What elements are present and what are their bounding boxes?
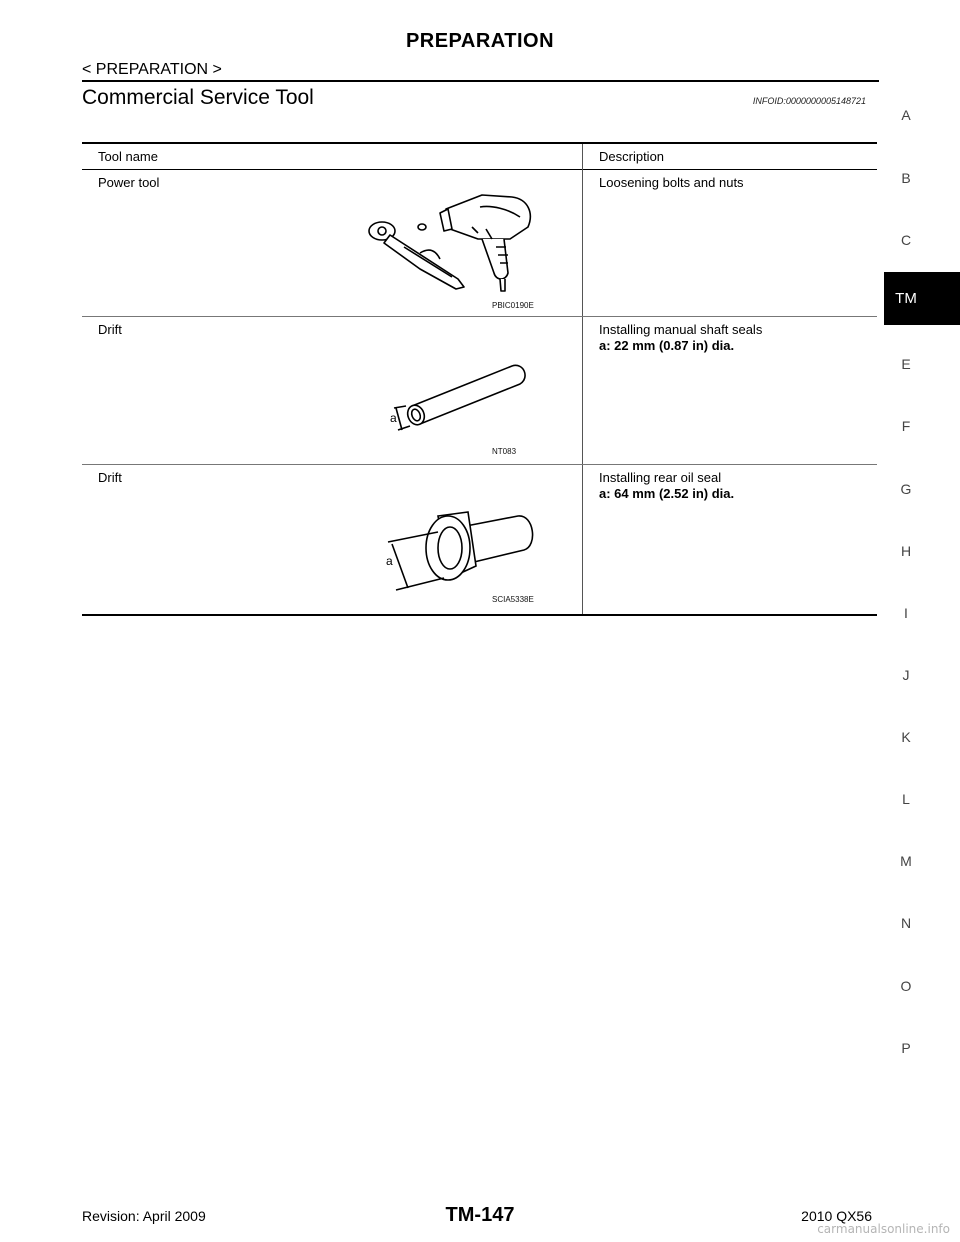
dimension-text: a: 64 mm (2.52 in) dia.: [599, 486, 735, 501]
figure-label: a: [386, 554, 393, 568]
side-index-item[interactable]: A: [901, 107, 911, 123]
side-index-item[interactable]: N: [900, 915, 912, 931]
description-text: Loosening bolts and nuts: [599, 175, 744, 190]
drift-pipe-icon: [382, 356, 542, 436]
table-row: [82, 169, 877, 317]
side-index-item[interactable]: F: [901, 418, 911, 434]
tool-description: [599, 322, 762, 354]
side-index-item[interactable]: L: [902, 791, 910, 807]
header-rule: [82, 80, 879, 82]
table-row: [82, 316, 877, 465]
figure-code: PBIC0190E: [492, 301, 534, 310]
header-description: Description: [599, 149, 665, 164]
info-id: INFOID:0000000005148721: [752, 96, 866, 106]
description-text: Installing manual shaft seals: [599, 322, 763, 337]
breadcrumb: < PREPARATION >: [82, 61, 222, 78]
section-title: Commercial Service Tool: [82, 86, 314, 109]
tool-table: [82, 142, 877, 616]
tool-name: Power tool: [98, 175, 160, 190]
side-index-item[interactable]: J: [902, 667, 910, 683]
power-tool-icon: [360, 187, 550, 295]
side-index-item[interactable]: H: [900, 543, 912, 559]
tool-description: [599, 175, 744, 191]
side-index-item[interactable]: M: [900, 853, 912, 869]
page-title: PREPARATION: [405, 30, 555, 52]
table-row: [82, 464, 877, 612]
side-index-active-tab[interactable]: TM: [884, 272, 960, 325]
side-index-item[interactable]: P: [901, 1040, 911, 1056]
side-index-item[interactable]: B: [901, 170, 911, 186]
footer-model: 2010 QX56: [801, 1208, 872, 1224]
figure-code: NT083: [492, 447, 517, 456]
tool-name: Drift: [98, 322, 122, 337]
side-index-item[interactable]: O: [900, 978, 912, 994]
figure-label: a: [390, 411, 397, 425]
dimension-text: a: 22 mm (0.87 in) dia.: [599, 338, 735, 353]
side-index-item[interactable]: G: [900, 481, 912, 497]
tool-description: [599, 470, 734, 502]
figure-code: SCIA5338E: [492, 595, 534, 604]
tool-name: Drift: [98, 470, 122, 485]
side-index-item[interactable]: C: [900, 232, 912, 248]
table-header: [82, 144, 877, 170]
watermark: carmanualsonline.info: [817, 1222, 950, 1236]
side-index-item[interactable]: I: [904, 605, 908, 621]
footer-revision: Revision: April 2009: [82, 1208, 206, 1224]
drift-stepped-icon: [378, 502, 548, 598]
header-tool-name: Tool name: [98, 149, 158, 164]
side-index-item[interactable]: E: [901, 356, 911, 372]
footer-page-number: TM-147: [445, 1204, 515, 1226]
side-index-item[interactable]: K: [901, 729, 911, 745]
description-text: Installing rear oil seal: [599, 470, 722, 485]
